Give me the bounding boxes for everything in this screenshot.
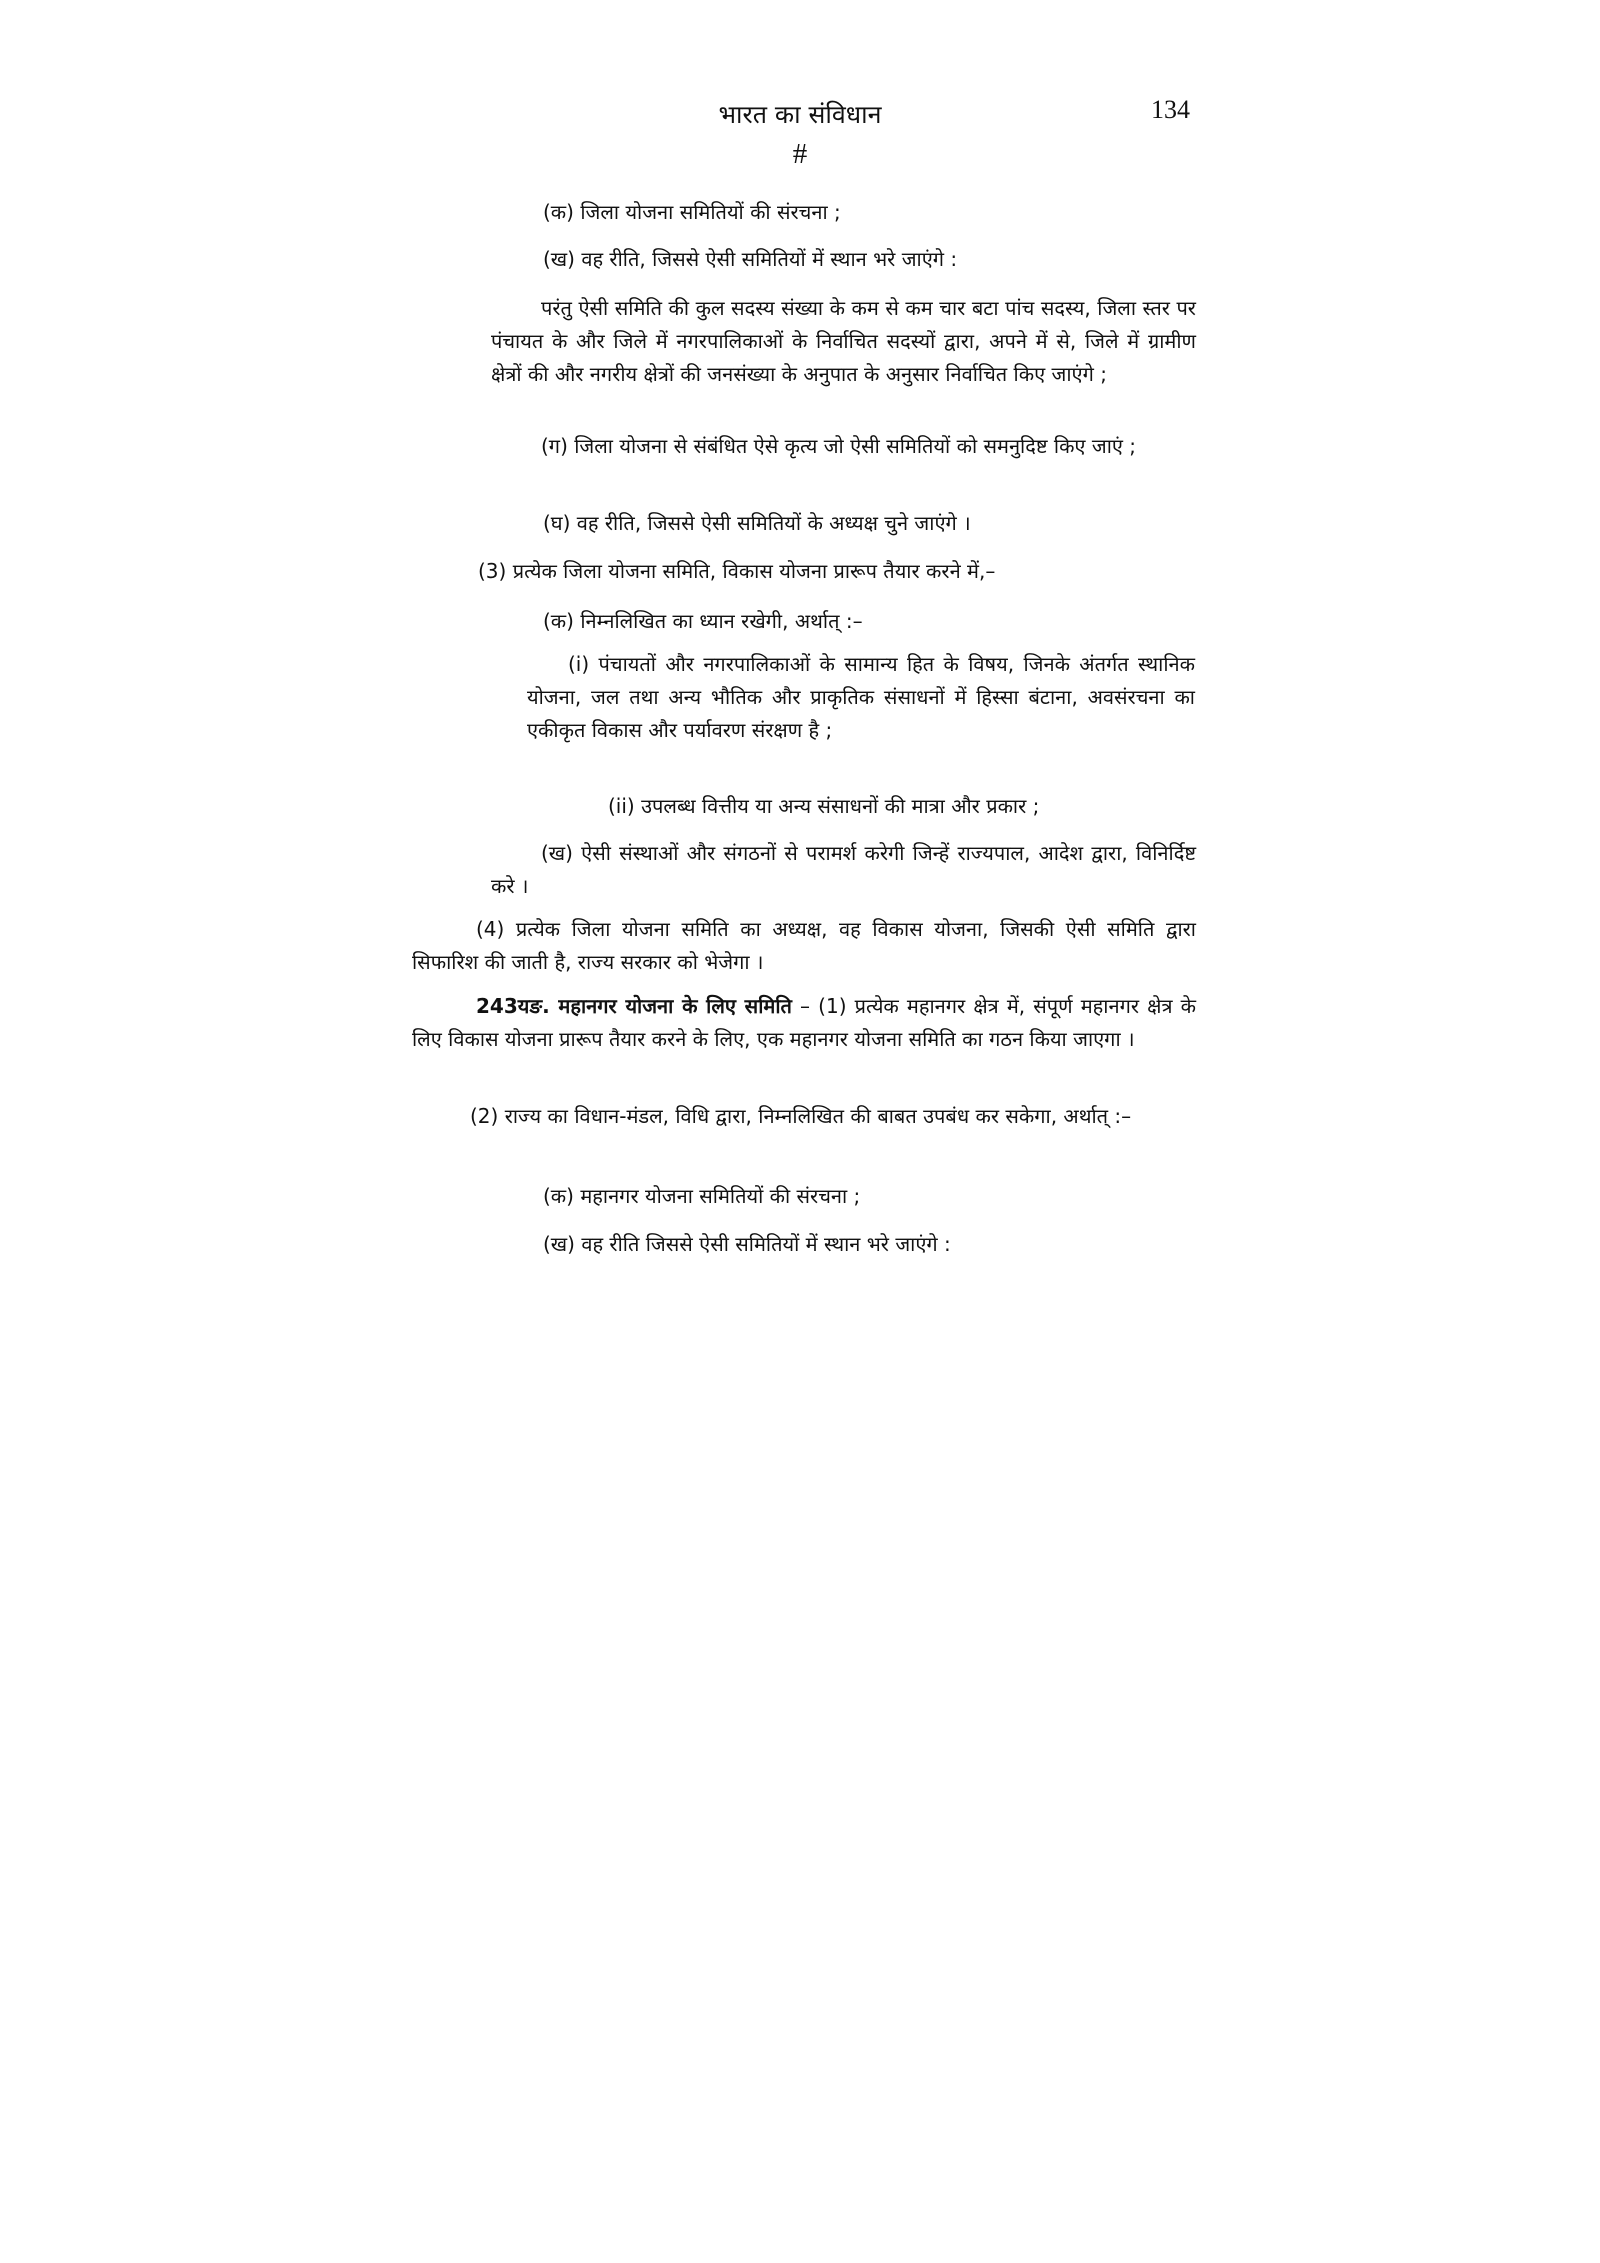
- item-ii-resources: (ii) उपलब्ध वित्तीय या अन्य संसाधनों की मात्रा और प्रकार ;: [608, 794, 1040, 818]
- page-mark: #: [792, 138, 808, 170]
- clause-ga-functions: (ग) जिला योजना से संबंधित ऐसे कृत्य जो ऐसी समितियों को समनुदिष्ट किए जाएं ;: [541, 434, 1137, 458]
- clause-ka-district-composition: (क) जिला योजना समितियों की संरचना ;: [543, 200, 841, 224]
- clause-gha-chairperson: (घ) वह रीति, जिससे ऐसी समितियों के अध्यक्ष चुने जाएंगे ।: [543, 511, 971, 535]
- page-number: 134: [1151, 95, 1190, 124]
- clause-ka-regard: (क) निम्नलिखित का ध्यान रखेगी, अर्थात् :–: [543, 609, 863, 633]
- clause-kha-filling-seats: (ख) वह रीति, जिससे ऐसी समितियों में स्थान भरे जाएंगे :: [543, 247, 958, 271]
- article-243ze-heading: 243यङ. महानगर योजना के लिए समिति: [476, 994, 792, 1018]
- clause-kha-metro-seats: (ख) वह रीति जिससे ऐसी समितियों में स्थान भरे जाएंगे :: [543, 1232, 951, 1256]
- article-243ze-text: – (1) प्रत्येक महानगर क्षेत्र में, संपूर्ण महानगर क्षेत्र के लिए विकास योजना प्रारूप तैयार करने के लिए, एक महानगर योजना समिति का गठन किया जाएगा ।: [412, 994, 1197, 1051]
- article-243ze-paragraph: [412, 990, 1196, 1056]
- sub-section-4: (4) प्रत्येक जिला योजना समिति का अध्यक्ष, वह विकास योजना, जिसकी ऐसी समिति द्वारा सिफारिश की जाती है, राज्य सरकार को भेजेगा ।: [412, 917, 1196, 974]
- clause-ka-metro-composition: (क) महानगर योजना समितियों की संरचना ;: [543, 1184, 861, 1208]
- item-i-common-interest: (i) पंचायतों और नगरपालिकाओं के सामान्य हित के विषय, जिनके अंतर्गत स्थानिक योजना, जल तथा अन्य भौतिक और प्राकृतिक संसाधनों में हिस्सा बंटाना, अवसंरचना का एकीकृत विकास और पर्यावरण संरक्षण है ;: [527, 652, 1195, 742]
- clause-kha-consult: (ख) ऐसी संस्थाओं और संगठनों से परामर्श करेगी जिन्हें राज्यपाल, आदेश द्वारा, विनिर्दिष्ट करे ।: [491, 841, 1196, 898]
- sub-section-2-legislature: (2) राज्य का विधान-मंडल, विधि द्वारा, निम्नलिखित की बाबत उपबंध कर सकेगा, अर्थात् :–: [470, 1104, 1132, 1128]
- sub-section-3: (3) प्रत्येक जिला योजना समिति, विकास योजना प्रारूप तैयार करने में,–: [478, 559, 996, 583]
- proviso-paragraph: परंतु ऐसी समिति की कुल सदस्य संख्या के कम से कम चार बटा पांच सदस्य, जिला स्तर पर पंचायत के और जिले में नगरपालिकाओं के निर्वाचित सदस्यों द्वारा, अपने में से, जिले में ग्रामीण क्षेत्रों की और नगरीय क्षेत्रों की जनसंख्या के अनुपात के अनुसार निर्वाचित किए जाएंगे ;: [491, 296, 1196, 386]
- page-title: भारत का संविधान: [718, 100, 882, 129]
